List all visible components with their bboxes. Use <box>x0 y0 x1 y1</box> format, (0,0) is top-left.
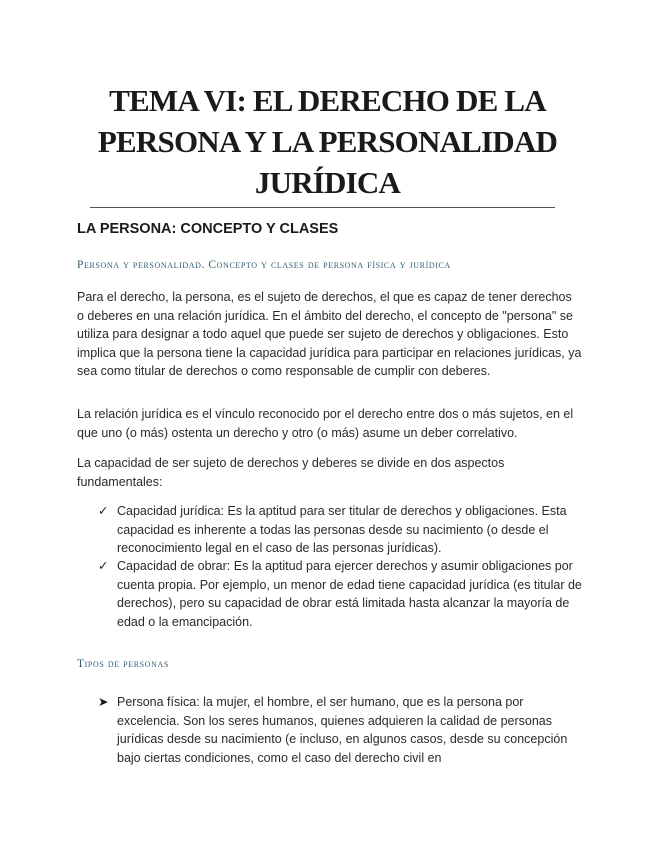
arrow-bullet-icon: ➤ <box>98 695 109 709</box>
title-divider <box>90 207 555 208</box>
subheading-tipos: Tipos de personas <box>77 658 169 670</box>
paragraph-definition: Para el derecho, la persona, es el sujeto de derechos, el que es capaz de tener derechos o deberes en una relación jurídica. En el ámbito del derecho, el concepto de "persona" se utiliza para designar a todo aquel que puede ser sujeto de derechos y obligaciones. Esto implica que la persona tiene la capacidad jurídica para participar en relaciones jurídicas, ya sea como titular de derechos o como responsable de cumplir con deberes. <box>77 290 582 379</box>
subheading-persona: Persona y personalidad. Concepto y clases de persona física y jurídica <box>77 259 451 271</box>
title-line-1: TEMA VI: EL DERECHO DE LA <box>109 83 546 118</box>
title-line-2: PERSONA Y LA PERSONALIDAD <box>97 124 558 159</box>
list-item-persona-fisica: Persona física: la mujer, el hombre, el ser humano, que es la persona por excelencia. Son los seres humanos, quienes adquieren la calidad de personas jurídicas desde su nacimiento (e incluso, en algunos casos, desde su concepción bajo ciertas condiciones, como el caso del derecho civil en <box>117 695 568 765</box>
page-title <box>60 80 595 203</box>
paragraph-relacion: La relación jurídica es el vínculo reconocido por el derecho entre dos o más sujetos, en el que uno (o más) ostenta un derecho y otro (o más) asume un deber correlativo. <box>77 407 574 440</box>
check-icon: ✓ <box>98 559 109 573</box>
section-heading: LA PERSONA: CONCEPTO Y CLASES <box>77 221 339 237</box>
list-item-capacidad-obrar: Capacidad de obrar: Es la aptitud para ejercer derechos y asumir obligaciones por cuenta propia. Por ejemplo, un menor de edad tiene capacidad jurídica (es titular de derechos), pero su capacidad de obrar está limitada hasta alcanzar la mayoría de edad o la emancipación. <box>117 559 582 629</box>
title-line-3: JURÍDICA <box>254 165 401 200</box>
paragraph-capacidad: La capacidad de ser sujeto de derechos y deberes se divide en dos aspectos fundamentales: <box>77 456 505 489</box>
list-item-capacidad-juridica: Capacidad jurídica: Es la aptitud para ser titular de derechos y obligaciones. Esta capacidad es inherente a todas las personas desde su nacimiento (o desde el reconocimiento legal en el caso de las personas jurídicas). <box>117 504 567 556</box>
check-icon: ✓ <box>98 504 109 518</box>
